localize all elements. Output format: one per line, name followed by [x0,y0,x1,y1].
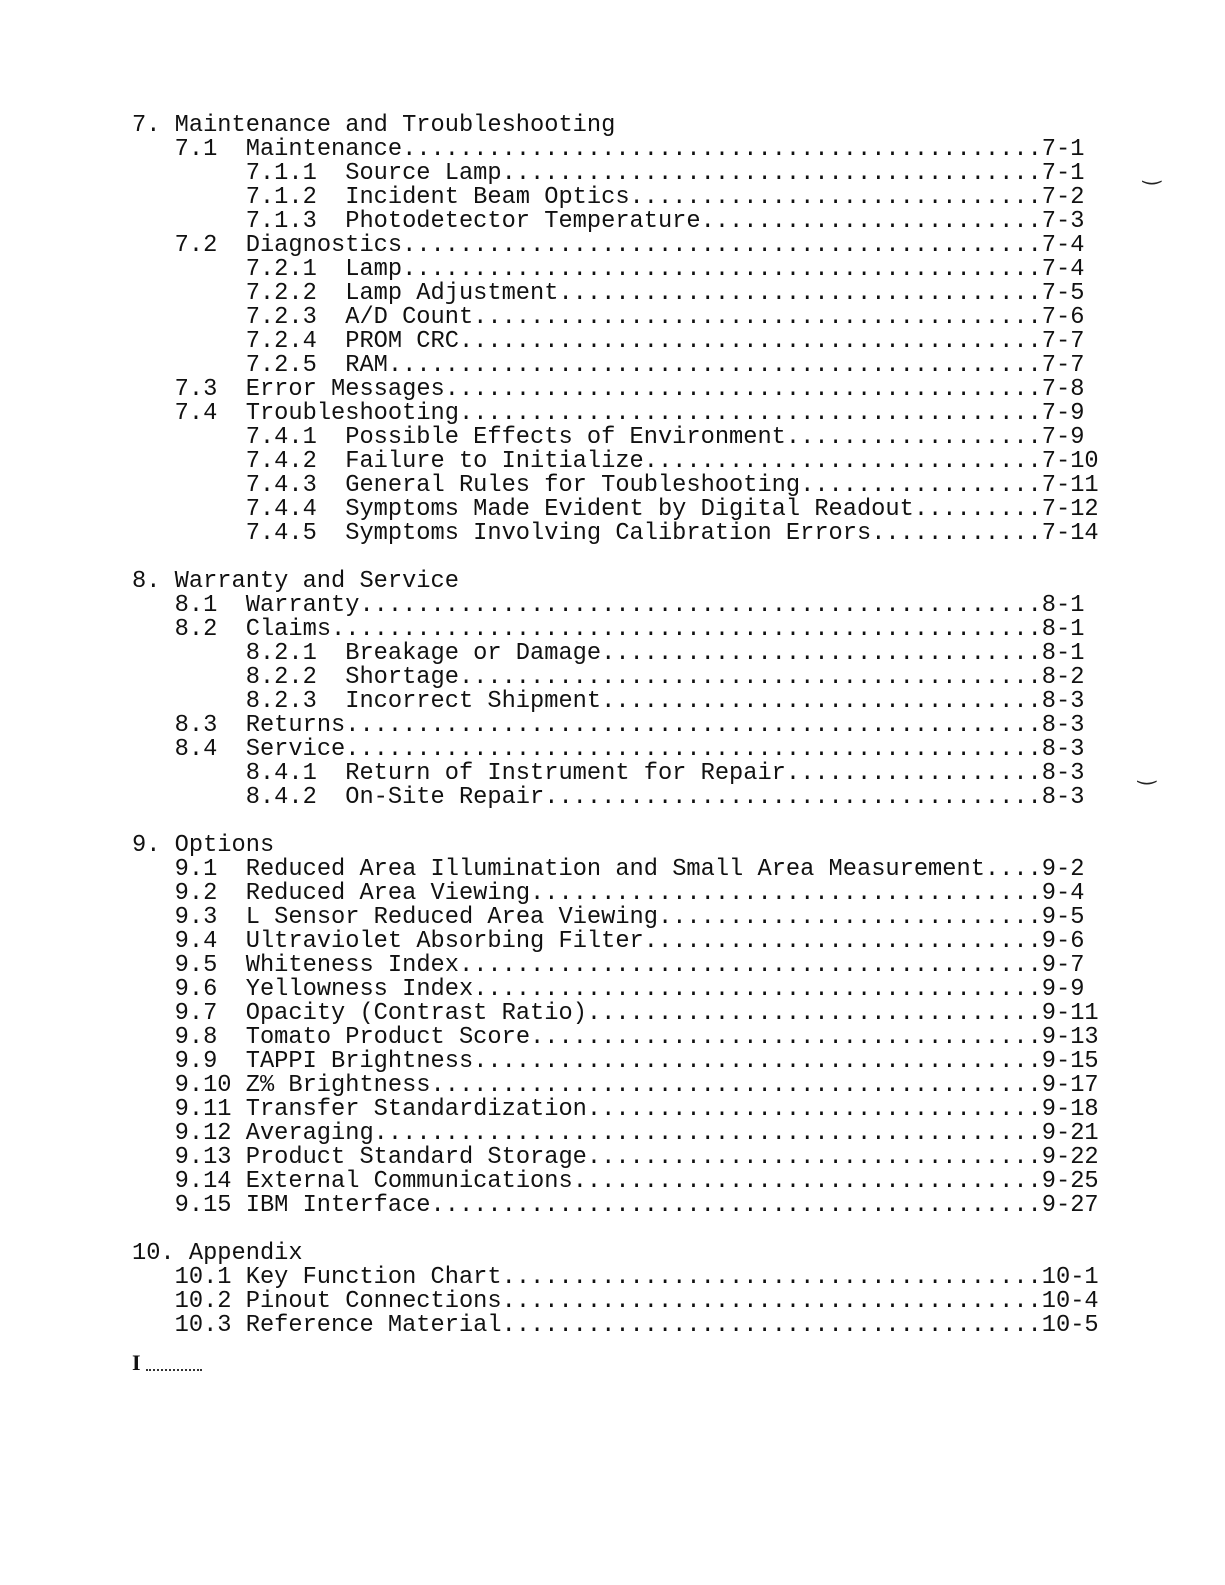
entry-title: Lamp [345,256,403,283]
entry-number: 7.2.3 [245,304,317,331]
entry-number: 9.6 [174,976,218,1003]
entry-page: 7-11 [1041,472,1099,499]
entry-page: 7-4 [1041,232,1085,259]
entry-page: 7-6 [1041,304,1085,331]
leader-dots: .................................... [530,1024,1042,1051]
entry-page: 9-15 [1041,1048,1099,1075]
entry-title: Reference Material [245,1312,502,1339]
toc-entry [132,882,1099,906]
entry-page: 9-4 [1041,880,1085,907]
entry-title: Error Messages [245,376,445,403]
entry-title: RAM [345,352,388,379]
entry-page: 9-13 [1041,1024,1099,1051]
entry-page: 7-14 [1041,520,1099,547]
section-heading [132,570,1099,594]
entry-title: Tomato Product Score [245,1024,531,1051]
toc-entry [132,1314,1099,1338]
entry-number: 10.3 [174,1312,232,1339]
entry-page: 10-5 [1041,1312,1099,1339]
toc-entry [132,738,1099,762]
binding-mark-icon: ‿ [1143,160,1161,185]
entry-number: 9.10 [174,1072,232,1099]
toc-entry [132,954,1099,978]
entry-page: 9-22 [1041,1144,1099,1171]
toc-subentry [132,786,1099,810]
binding-mark-icon: ‿ [1138,760,1156,785]
entry-number: 9.14 [174,1168,232,1195]
entry-title: IBM Interface [245,1192,431,1219]
toc-subentry [132,426,1099,450]
entry-title: Diagnostics [245,232,403,259]
entry-number: 9.4 [174,928,218,955]
entry-number: 8.4.2 [245,784,317,811]
leader-dots: ...................................... [501,1312,1042,1339]
entry-title: Troubleshooting [245,400,459,427]
entry-number: 9.3 [174,904,218,931]
entry-title: Service [245,736,346,763]
entry-number: 8.2.1 [245,640,317,667]
entry-title: Symptoms Involving Calibration Errors [345,520,872,547]
entry-title: Photodetector Temperature [345,208,701,235]
entry-page: 8-3 [1041,760,1085,787]
section-heading [132,114,1099,138]
toc-entry [132,1290,1099,1314]
toc-subentry [132,498,1099,522]
leader-dots: ........................................ [473,304,1042,331]
entry-page: 9-2 [1041,856,1085,883]
entry-page: 9-11 [1041,1000,1099,1027]
toc-entry [132,618,1099,642]
leader-dots: ................................... [544,784,1042,811]
entry-title: L Sensor Reduced Area Viewing [245,904,658,931]
entry-number: 9.8 [174,1024,218,1051]
entry-title: Possible Effects of Environment [345,424,786,451]
entry-number: 9.7 [174,1000,218,1027]
entry-number: 7.1 [174,136,218,163]
toc-subentry [132,474,1099,498]
entry-title: Ultraviolet Absorbing Filter [245,928,644,955]
entry-number: 9.13 [174,1144,232,1171]
table-of-contents [132,114,1099,1338]
entry-page: 7-4 [1041,256,1085,283]
entry-page: 9-5 [1041,904,1085,931]
leader-dots: ...................................... [501,1288,1042,1315]
toc-entry [132,1122,1099,1146]
entry-number: 10.1 [174,1264,232,1291]
leader-dots: ............ [871,520,1042,547]
leader-dots: .................................................. [331,616,1042,643]
entry-page: 10-1 [1041,1264,1099,1291]
leader-dots: ............................... [601,688,1042,715]
toc-entry [132,594,1099,618]
entry-title: Lamp Adjustment [345,280,559,307]
entry-number: 8.4.1 [245,760,317,787]
entry-number: 9.9 [174,1048,218,1075]
leader-dots: ............................................... [373,1120,1042,1147]
entry-page: 9-6 [1041,928,1085,955]
entry-number: 8.1 [174,592,218,619]
entry-number: 7.1.2 [245,184,317,211]
section-gap [132,546,1099,570]
entry-number: 9.2 [174,880,218,907]
toc-subentry [132,642,1099,666]
leader-dots: ............................... [601,640,1042,667]
entry-number: 7.3 [174,376,218,403]
toc-entry [132,1098,1099,1122]
leader-dots: ...................................... [501,160,1042,187]
entry-number: 8.2 [174,616,218,643]
leader-dots: ......................................... [458,664,1042,691]
section-gap [132,810,1099,834]
leader-dots: ............................................. [402,256,1042,283]
entry-title: Breakage or Damage [345,640,602,667]
toc-subentry [132,522,1099,546]
toc-entry [132,858,1099,882]
leader-dots: .................. [785,424,1042,451]
entry-title: Product Standard Storage [245,1144,587,1171]
entry-title: Return of Instrument for Repair [345,760,786,787]
leader-dots: ......................................... [458,400,1042,427]
leader-dots: ............................................. [402,136,1042,163]
entry-title: Whiteness Index [245,952,459,979]
section-title: Appendix [188,1240,303,1267]
entry-page: 8-1 [1041,592,1085,619]
entry-title: Reduced Area Viewing [245,880,531,907]
entry-number: 9.1 [174,856,218,883]
entry-title: Averaging [245,1120,374,1147]
leader-dots: .......................................... [444,376,1042,403]
entry-page: 7-8 [1041,376,1085,403]
section-number: 10. [132,1240,175,1267]
entry-title: Yellowness Index [245,976,474,1003]
entry-title: Reduced Area Illumination and Small Area Measurement [245,856,985,883]
entry-page: 7-7 [1041,328,1085,355]
toc-subentry [132,210,1099,234]
leader-dots: ................................................ [359,592,1042,619]
toc-subentry [132,258,1099,282]
entry-number: 9.11 [174,1096,232,1123]
toc-entry [132,402,1099,426]
entry-number: 9.15 [174,1192,232,1219]
entry-number: 8.2.3 [245,688,317,715]
section-title: Warranty and Service [174,568,459,595]
entry-title: On-Site Repair [345,784,545,811]
toc-entry [132,1026,1099,1050]
entry-number: 7.4.4 [245,496,317,523]
toc-subentry [132,762,1099,786]
leader-dots: ................................ [586,1144,1042,1171]
toc-entry [132,1266,1099,1290]
entry-number: 7.4.3 [245,472,317,499]
leader-dots: ......................................... [458,952,1042,979]
entry-page: 8-1 [1041,616,1085,643]
toc-subentry [132,186,1099,210]
entry-number: 7.4 [174,400,218,427]
entry-number: 10.2 [174,1288,232,1315]
entry-page: 8-3 [1041,688,1085,715]
leader-dots: ......... [913,496,1042,523]
leader-dots: ................................ [586,1096,1042,1123]
entry-number: 7.4.2 [245,448,317,475]
toc-subentry [132,282,1099,306]
leader-dots: ............................................. [402,232,1042,259]
toc-entry [132,1146,1099,1170]
entry-title: Symptoms Made Evident by Digital Readout [345,496,914,523]
entry-title: Incorrect Shipment [345,688,602,715]
entry-number: 7.4.1 [245,424,317,451]
section-heading [132,1242,1099,1266]
leader-dots: .................................. [558,280,1042,307]
entry-title: Warranty [245,592,360,619]
toc-subentry [132,162,1099,186]
section-heading [132,834,1099,858]
section-gap [132,1218,1099,1242]
leader-dots: ................. [800,472,1042,499]
entry-title: Pinout Connections [245,1288,502,1315]
entry-number: 7.2.2 [245,280,317,307]
entry-page: 10-4 [1041,1288,1099,1315]
entry-number: 7.2.1 [245,256,317,283]
toc-subentry [132,354,1099,378]
entry-page: 8-2 [1041,664,1085,691]
leader-dots: ............................ [643,448,1042,475]
entry-title: Shortage [345,664,459,691]
entry-page: 8-3 [1041,736,1085,763]
entry-page: 8-3 [1041,784,1085,811]
leader-dots: ........................... [657,904,1042,931]
entry-page: 9-25 [1041,1168,1099,1195]
leader-dots: .............................................. [387,352,1042,379]
entry-number: 8.3 [174,712,218,739]
section-number: 8. [132,568,161,595]
entry-page: 7-2 [1041,184,1085,211]
leader-dots: ............................. [629,184,1042,211]
toc-subentry [132,306,1099,330]
section-number: 9. [132,832,161,859]
section-title: Maintenance and Troubleshooting [174,112,616,139]
entry-number: 7.2.4 [245,328,317,355]
entry-title: External Communications [245,1168,573,1195]
toc-subentry [132,330,1099,354]
entry-page: 9-27 [1041,1192,1099,1219]
entry-number: 7.1.3 [245,208,317,235]
entry-number: 9.5 [174,952,218,979]
entry-page: 9-21 [1041,1120,1099,1147]
toc-subentry [132,450,1099,474]
leader-dots: ................................................. [345,736,1042,763]
entry-page: 8-3 [1041,712,1085,739]
leader-dots: ........................ [700,208,1042,235]
entry-page: 7-9 [1041,424,1085,451]
entry-title: Transfer Standardization [245,1096,587,1123]
leader-dots: ............................ [643,928,1042,955]
entry-title: General Rules for Toubleshooting [345,472,801,499]
leader-dots: ........................................... [430,1192,1042,1219]
entry-title: Claims [245,616,332,643]
toc-entry [132,378,1099,402]
toc-entry [132,1194,1099,1218]
leader-dots: ...................................... [501,1264,1042,1291]
entry-number: 7.2.5 [245,352,317,379]
entry-page: 7-5 [1041,280,1085,307]
entry-title: PROM CRC [345,328,459,355]
entry-page: 9-17 [1041,1072,1099,1099]
toc-entry [132,930,1099,954]
entry-title: A/D Count [345,304,474,331]
toc-entry [132,138,1099,162]
section-title: Options [174,832,275,859]
leader-dots: .................................... [530,880,1042,907]
entry-page: 7-1 [1041,160,1085,187]
entry-title: Opacity (Contrast Ratio) [245,1000,587,1027]
entry-title: Failure to Initialize [345,448,644,475]
toc-subentry [132,666,1099,690]
leader-dots: ................................................. [345,712,1042,739]
toc-entry [132,1050,1099,1074]
leader-dots: ........................................ [473,976,1042,1003]
toc-subentry [132,690,1099,714]
entry-page: 7-12 [1041,496,1099,523]
toc-entry [132,714,1099,738]
entry-title: Source Lamp [345,160,502,187]
toc-entry [132,906,1099,930]
entry-page: 7-3 [1041,208,1085,235]
entry-page: 7-1 [1041,136,1085,163]
section-number: 7. [132,112,161,139]
leader-dots: ........................................... [430,1072,1042,1099]
entry-title: Key Function Chart [245,1264,502,1291]
entry-page: 7-10 [1041,448,1099,475]
entry-page: 7-9 [1041,400,1085,427]
entry-title: Incident Beam Optics [345,184,630,211]
entry-number: 8.2.2 [245,664,317,691]
entry-page: 8-1 [1041,640,1085,667]
page-footer: I [132,1350,141,1375]
entry-number: 7.2 [174,232,218,259]
entry-title: Z% Brightness [245,1072,431,1099]
entry-page: 9-7 [1041,952,1085,979]
toc-entry [132,1002,1099,1026]
entry-page: 7-7 [1041,352,1085,379]
toc-entry [132,1170,1099,1194]
entry-number: 7.1.1 [245,160,317,187]
entry-number: 7.4.5 [245,520,317,547]
footer-scribble-icon [146,1362,202,1371]
entry-page: 9-18 [1041,1096,1099,1123]
leader-dots: .... [984,856,1042,883]
leader-dots: ................................. [572,1168,1042,1195]
entry-number: 8.4 [174,736,218,763]
entry-page: 9-9 [1041,976,1085,1003]
toc-entry [132,978,1099,1002]
entry-title: Maintenance [245,136,403,163]
entry-title: TAPPI Brightness [245,1048,474,1075]
leader-dots: ......................................... [458,328,1042,355]
entry-title: Returns [245,712,346,739]
entry-number: 9.12 [174,1120,232,1147]
leader-dots: ................................ [586,1000,1042,1027]
leader-dots: ........................................ [473,1048,1042,1075]
toc-entry [132,1074,1099,1098]
toc-entry [132,234,1099,258]
leader-dots: .................. [785,760,1042,787]
